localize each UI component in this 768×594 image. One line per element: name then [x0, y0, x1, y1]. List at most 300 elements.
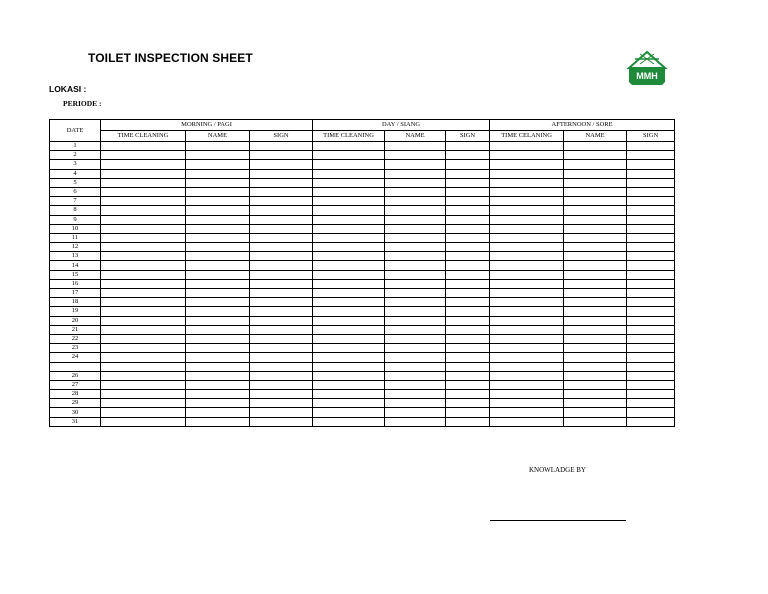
entry-cell[interactable]: [490, 233, 564, 242]
entry-cell[interactable]: [313, 325, 385, 334]
entry-cell[interactable]: [446, 279, 490, 288]
entry-cell[interactable]: [186, 243, 250, 252]
periode-label: PERIODE :: [63, 99, 102, 108]
entry-cell[interactable]: [186, 380, 250, 389]
entry-cell[interactable]: [385, 380, 446, 389]
entry-cell[interactable]: [446, 353, 490, 362]
entry-cell[interactable]: [490, 289, 564, 298]
entry-cell[interactable]: [313, 307, 385, 316]
entry-cell[interactable]: [101, 289, 186, 298]
table-row: [50, 252, 675, 261]
entry-cell[interactable]: [313, 289, 385, 298]
entry-cell[interactable]: [385, 243, 446, 252]
entry-cell[interactable]: [446, 289, 490, 298]
entry-cell[interactable]: [564, 169, 627, 178]
entry-cell[interactable]: [446, 243, 490, 252]
entry-cell[interactable]: [490, 142, 564, 151]
entry-cell[interactable]: [446, 344, 490, 353]
entry-cell[interactable]: [564, 142, 627, 151]
entry-cell[interactable]: [627, 289, 675, 298]
entry-cell[interactable]: [250, 261, 313, 270]
entry-cell[interactable]: [446, 142, 490, 151]
entry-cell[interactable]: [313, 187, 385, 196]
entry-cell[interactable]: [385, 417, 446, 426]
entry-cell[interactable]: [186, 187, 250, 196]
entry-cell[interactable]: [446, 417, 490, 426]
entry-cell[interactable]: [564, 197, 627, 206]
entry-cell[interactable]: [313, 206, 385, 215]
entry-cell[interactable]: [186, 224, 250, 233]
entry-cell[interactable]: [490, 151, 564, 160]
entry-cell[interactable]: [250, 187, 313, 196]
entry-cell[interactable]: [627, 142, 675, 151]
entry-cell[interactable]: [313, 399, 385, 408]
entry-cell[interactable]: [250, 233, 313, 242]
entry-cell[interactable]: [250, 307, 313, 316]
entry-cell[interactable]: [385, 142, 446, 151]
entry-cell[interactable]: [101, 270, 186, 279]
entry-cell[interactable]: [490, 160, 564, 169]
entry-cell[interactable]: [186, 279, 250, 288]
entry-cell[interactable]: [313, 316, 385, 325]
entry-cell[interactable]: [385, 353, 446, 362]
entry-cell[interactable]: [186, 390, 250, 399]
entry-cell[interactable]: [627, 390, 675, 399]
entry-cell[interactable]: [250, 224, 313, 233]
entry-cell[interactable]: [446, 178, 490, 187]
entry-cell[interactable]: [564, 362, 627, 371]
entry-cell[interactable]: [446, 261, 490, 270]
entry-cell[interactable]: [627, 362, 675, 371]
entry-cell[interactable]: [446, 160, 490, 169]
entry-cell[interactable]: [186, 151, 250, 160]
entry-cell[interactable]: [490, 390, 564, 399]
entry-cell[interactable]: [250, 353, 313, 362]
entry-cell[interactable]: [385, 169, 446, 178]
entry-cell[interactable]: [186, 261, 250, 270]
logo-text: MMH: [636, 71, 658, 81]
entry-cell[interactable]: [385, 215, 446, 224]
entry-cell[interactable]: [313, 178, 385, 187]
table-row: [50, 142, 675, 151]
group-header-morning: MORNING / PAGI: [101, 120, 313, 131]
entry-cell[interactable]: [186, 399, 250, 408]
entry-cell[interactable]: [490, 307, 564, 316]
entry-cell[interactable]: [446, 224, 490, 233]
entry-cell[interactable]: [490, 215, 564, 224]
date-cell: 18: [50, 298, 101, 307]
entry-cell[interactable]: [446, 307, 490, 316]
entry-cell[interactable]: [186, 353, 250, 362]
entry-cell[interactable]: [250, 289, 313, 298]
entry-cell[interactable]: [490, 325, 564, 334]
entry-cell[interactable]: [385, 261, 446, 270]
date-cell: 4: [50, 169, 101, 178]
entry-cell[interactable]: [313, 417, 385, 426]
entry-cell[interactable]: [101, 408, 186, 417]
entry-cell[interactable]: [446, 408, 490, 417]
entry-cell[interactable]: [101, 224, 186, 233]
entry-cell[interactable]: [564, 160, 627, 169]
entry-cell[interactable]: [446, 197, 490, 206]
entry-cell[interactable]: [490, 417, 564, 426]
entry-cell[interactable]: [627, 298, 675, 307]
entry-cell[interactable]: [490, 270, 564, 279]
entry-cell[interactable]: [250, 334, 313, 343]
entry-cell[interactable]: [313, 270, 385, 279]
entry-cell[interactable]: [101, 334, 186, 343]
entry-cell[interactable]: [446, 399, 490, 408]
entry-cell[interactable]: [101, 160, 186, 169]
date-cell: [50, 362, 101, 371]
entry-cell[interactable]: [385, 390, 446, 399]
entry-cell[interactable]: [186, 307, 250, 316]
entry-cell[interactable]: [564, 178, 627, 187]
entry-cell[interactable]: [186, 408, 250, 417]
entry-cell[interactable]: [313, 142, 385, 151]
entry-cell[interactable]: [186, 215, 250, 224]
entry-cell[interactable]: [627, 344, 675, 353]
entry-cell[interactable]: [313, 298, 385, 307]
entry-cell[interactable]: [250, 371, 313, 380]
entry-cell[interactable]: [101, 279, 186, 288]
entry-cell[interactable]: [627, 316, 675, 325]
entry-cell[interactable]: [101, 390, 186, 399]
entry-cell[interactable]: [490, 224, 564, 233]
date-cell: 23: [50, 344, 101, 353]
column-header: TIME CLEANING: [313, 131, 385, 142]
entry-cell[interactable]: [446, 380, 490, 389]
entry-cell[interactable]: [186, 417, 250, 426]
entry-cell[interactable]: [313, 334, 385, 343]
entry-cell[interactable]: [101, 243, 186, 252]
entry-cell[interactable]: [627, 353, 675, 362]
entry-cell[interactable]: [385, 289, 446, 298]
entry-cell[interactable]: [101, 316, 186, 325]
entry-cell[interactable]: [490, 279, 564, 288]
entry-cell[interactable]: [385, 252, 446, 261]
entry-cell[interactable]: [627, 206, 675, 215]
entry-cell[interactable]: [627, 417, 675, 426]
entry-cell[interactable]: [490, 316, 564, 325]
entry-cell[interactable]: [385, 197, 446, 206]
entry-cell[interactable]: [490, 298, 564, 307]
entry-cell[interactable]: [446, 334, 490, 343]
entry-cell[interactable]: [250, 215, 313, 224]
entry-cell[interactable]: [490, 206, 564, 215]
entry-cell[interactable]: [446, 316, 490, 325]
entry-cell[interactable]: [313, 160, 385, 169]
date-cell: 21: [50, 325, 101, 334]
entry-cell[interactable]: [250, 399, 313, 408]
entry-cell[interactable]: [446, 151, 490, 160]
entry-cell[interactable]: [446, 169, 490, 178]
entry-cell[interactable]: [313, 243, 385, 252]
entry-cell[interactable]: [101, 169, 186, 178]
entry-cell[interactable]: [313, 169, 385, 178]
entry-cell[interactable]: [313, 371, 385, 380]
entry-cell[interactable]: [250, 178, 313, 187]
entry-cell[interactable]: [101, 380, 186, 389]
entry-cell[interactable]: [250, 390, 313, 399]
entry-cell[interactable]: [313, 279, 385, 288]
entry-cell[interactable]: [250, 197, 313, 206]
entry-cell[interactable]: [627, 261, 675, 270]
entry-cell[interactable]: [490, 362, 564, 371]
entry-cell[interactable]: [564, 243, 627, 252]
entry-cell[interactable]: [385, 362, 446, 371]
entry-cell[interactable]: [446, 371, 490, 380]
entry-cell[interactable]: [186, 178, 250, 187]
entry-cell[interactable]: [101, 399, 186, 408]
date-cell: 20: [50, 316, 101, 325]
entry-cell[interactable]: [101, 417, 186, 426]
entry-cell[interactable]: [313, 224, 385, 233]
entry-cell[interactable]: [564, 371, 627, 380]
entry-cell[interactable]: [101, 362, 186, 371]
entry-cell[interactable]: [186, 142, 250, 151]
entry-cell[interactable]: [101, 353, 186, 362]
entry-cell[interactable]: [313, 261, 385, 270]
entry-cell[interactable]: [627, 325, 675, 334]
entry-cell[interactable]: [385, 334, 446, 343]
entry-cell[interactable]: [101, 206, 186, 215]
entry-cell[interactable]: [564, 224, 627, 233]
entry-cell[interactable]: [313, 362, 385, 371]
entry-cell[interactable]: [186, 233, 250, 242]
table-row: [50, 399, 675, 408]
entry-cell[interactable]: [490, 380, 564, 389]
entry-cell[interactable]: [564, 353, 627, 362]
entry-cell[interactable]: [385, 233, 446, 242]
entry-cell[interactable]: [490, 187, 564, 196]
entry-cell[interactable]: [385, 307, 446, 316]
entry-cell[interactable]: [385, 298, 446, 307]
entry-cell[interactable]: [385, 316, 446, 325]
column-header: TIME CELANING: [490, 131, 564, 142]
entry-cell[interactable]: [564, 325, 627, 334]
entry-cell[interactable]: [250, 160, 313, 169]
entry-cell[interactable]: [385, 408, 446, 417]
entry-cell[interactable]: [385, 371, 446, 380]
entry-cell[interactable]: [627, 380, 675, 389]
entry-cell[interactable]: [250, 325, 313, 334]
entry-cell[interactable]: [313, 252, 385, 261]
entry-cell[interactable]: [250, 142, 313, 151]
entry-cell[interactable]: [446, 325, 490, 334]
entry-cell[interactable]: [250, 252, 313, 261]
entry-cell[interactable]: [186, 160, 250, 169]
entry-cell[interactable]: [385, 325, 446, 334]
entry-cell[interactable]: [564, 417, 627, 426]
entry-cell[interactable]: [490, 408, 564, 417]
entry-cell[interactable]: [446, 390, 490, 399]
entry-cell[interactable]: [186, 270, 250, 279]
entry-cell[interactable]: [490, 353, 564, 362]
entry-cell[interactable]: [385, 224, 446, 233]
entry-cell[interactable]: [564, 270, 627, 279]
entry-cell[interactable]: [101, 233, 186, 242]
entry-cell[interactable]: [446, 252, 490, 261]
entry-cell[interactable]: [627, 243, 675, 252]
entry-cell[interactable]: [250, 243, 313, 252]
entry-cell[interactable]: [101, 344, 186, 353]
entry-cell[interactable]: [627, 187, 675, 196]
entry-cell[interactable]: [313, 353, 385, 362]
entry-cell[interactable]: [446, 233, 490, 242]
entry-cell[interactable]: [564, 187, 627, 196]
entry-cell[interactable]: [250, 417, 313, 426]
entry-cell[interactable]: [385, 399, 446, 408]
entry-cell[interactable]: [313, 197, 385, 206]
entry-cell[interactable]: [627, 160, 675, 169]
entry-cell[interactable]: [446, 270, 490, 279]
entry-cell[interactable]: [250, 270, 313, 279]
entry-cell[interactable]: [627, 334, 675, 343]
entry-cell[interactable]: [627, 178, 675, 187]
entry-cell[interactable]: [186, 371, 250, 380]
column-header: NAME: [564, 131, 627, 142]
entry-cell[interactable]: [101, 197, 186, 206]
entry-cell[interactable]: [564, 206, 627, 215]
entry-cell[interactable]: [313, 408, 385, 417]
entry-cell[interactable]: [313, 215, 385, 224]
entry-cell[interactable]: [564, 399, 627, 408]
entry-cell[interactable]: [385, 178, 446, 187]
entry-cell[interactable]: [490, 261, 564, 270]
entry-cell[interactable]: [627, 252, 675, 261]
entry-cell[interactable]: [250, 316, 313, 325]
entry-cell[interactable]: [490, 178, 564, 187]
entry-cell[interactable]: [385, 151, 446, 160]
entry-cell[interactable]: [627, 270, 675, 279]
entry-cell[interactable]: [490, 252, 564, 261]
entry-cell[interactable]: [627, 307, 675, 316]
entry-cell[interactable]: [627, 233, 675, 242]
entry-cell[interactable]: [490, 243, 564, 252]
entry-cell[interactable]: [101, 215, 186, 224]
entry-cell[interactable]: [564, 316, 627, 325]
entry-cell[interactable]: [250, 362, 313, 371]
entry-cell[interactable]: [627, 169, 675, 178]
entry-cell[interactable]: [186, 298, 250, 307]
entry-cell[interactable]: [446, 187, 490, 196]
entry-cell[interactable]: [250, 151, 313, 160]
entry-cell[interactable]: [564, 334, 627, 343]
entry-cell[interactable]: [101, 261, 186, 270]
entry-cell[interactable]: [250, 380, 313, 389]
entry-cell[interactable]: [101, 142, 186, 151]
entry-cell[interactable]: [250, 408, 313, 417]
entry-cell[interactable]: [627, 215, 675, 224]
entry-cell[interactable]: [446, 206, 490, 215]
entry-cell[interactable]: [186, 316, 250, 325]
entry-cell[interactable]: [627, 399, 675, 408]
table-row: [50, 178, 675, 187]
entry-cell[interactable]: [627, 151, 675, 160]
entry-cell[interactable]: [186, 252, 250, 261]
entry-cell[interactable]: [564, 298, 627, 307]
entry-cell[interactable]: [250, 206, 313, 215]
entry-cell[interactable]: [446, 298, 490, 307]
entry-cell[interactable]: [564, 215, 627, 224]
entry-cell[interactable]: [564, 279, 627, 288]
entry-cell[interactable]: [186, 325, 250, 334]
date-cell: 11: [50, 233, 101, 242]
entry-cell[interactable]: [250, 344, 313, 353]
entry-cell[interactable]: [250, 169, 313, 178]
entry-cell[interactable]: [313, 151, 385, 160]
entry-cell[interactable]: [250, 298, 313, 307]
entry-cell[interactable]: [313, 233, 385, 242]
entry-cell[interactable]: [385, 160, 446, 169]
entry-cell[interactable]: [186, 344, 250, 353]
entry-cell[interactable]: [564, 261, 627, 270]
entry-cell[interactable]: [313, 380, 385, 389]
entry-cell[interactable]: [564, 252, 627, 261]
entry-cell[interactable]: [313, 344, 385, 353]
entry-cell[interactable]: [490, 169, 564, 178]
entry-cell[interactable]: [186, 362, 250, 371]
entry-cell[interactable]: [186, 289, 250, 298]
entry-cell[interactable]: [101, 151, 186, 160]
entry-cell[interactable]: [564, 307, 627, 316]
entry-cell[interactable]: [186, 334, 250, 343]
entry-cell[interactable]: [385, 344, 446, 353]
entry-cell[interactable]: [627, 371, 675, 380]
entry-cell[interactable]: [627, 224, 675, 233]
table-row: [50, 371, 675, 380]
entry-cell[interactable]: [564, 233, 627, 242]
entry-cell[interactable]: [186, 169, 250, 178]
entry-cell[interactable]: [101, 325, 186, 334]
entry-cell[interactable]: [385, 279, 446, 288]
entry-cell[interactable]: [101, 371, 186, 380]
entry-cell[interactable]: [627, 408, 675, 417]
entry-cell[interactable]: [101, 178, 186, 187]
entry-cell[interactable]: [385, 206, 446, 215]
entry-cell[interactable]: [490, 399, 564, 408]
entry-cell[interactable]: [313, 390, 385, 399]
entry-cell[interactable]: [490, 344, 564, 353]
entry-cell[interactable]: [186, 206, 250, 215]
entry-cell[interactable]: [564, 151, 627, 160]
entry-cell[interactable]: [564, 380, 627, 389]
entry-cell[interactable]: [186, 197, 250, 206]
table-row: [50, 279, 675, 288]
entry-cell[interactable]: [564, 390, 627, 399]
entry-cell[interactable]: [101, 298, 186, 307]
entry-cell[interactable]: [627, 279, 675, 288]
entry-cell[interactable]: [490, 197, 564, 206]
entry-cell[interactable]: [627, 197, 675, 206]
date-cell: 1: [50, 142, 101, 151]
entry-cell[interactable]: [564, 289, 627, 298]
page-title: TOILET INSPECTION SHEET: [88, 51, 253, 65]
entry-cell[interactable]: [564, 408, 627, 417]
entry-cell[interactable]: [446, 362, 490, 371]
entry-cell[interactable]: [101, 187, 186, 196]
entry-cell[interactable]: [101, 307, 186, 316]
entry-cell[interactable]: [446, 215, 490, 224]
entry-cell[interactable]: [385, 270, 446, 279]
entry-cell[interactable]: [385, 187, 446, 196]
entry-cell[interactable]: [250, 279, 313, 288]
entry-cell[interactable]: [101, 252, 186, 261]
entry-cell[interactable]: [564, 344, 627, 353]
entry-cell[interactable]: [490, 334, 564, 343]
entry-cell[interactable]: [490, 371, 564, 380]
